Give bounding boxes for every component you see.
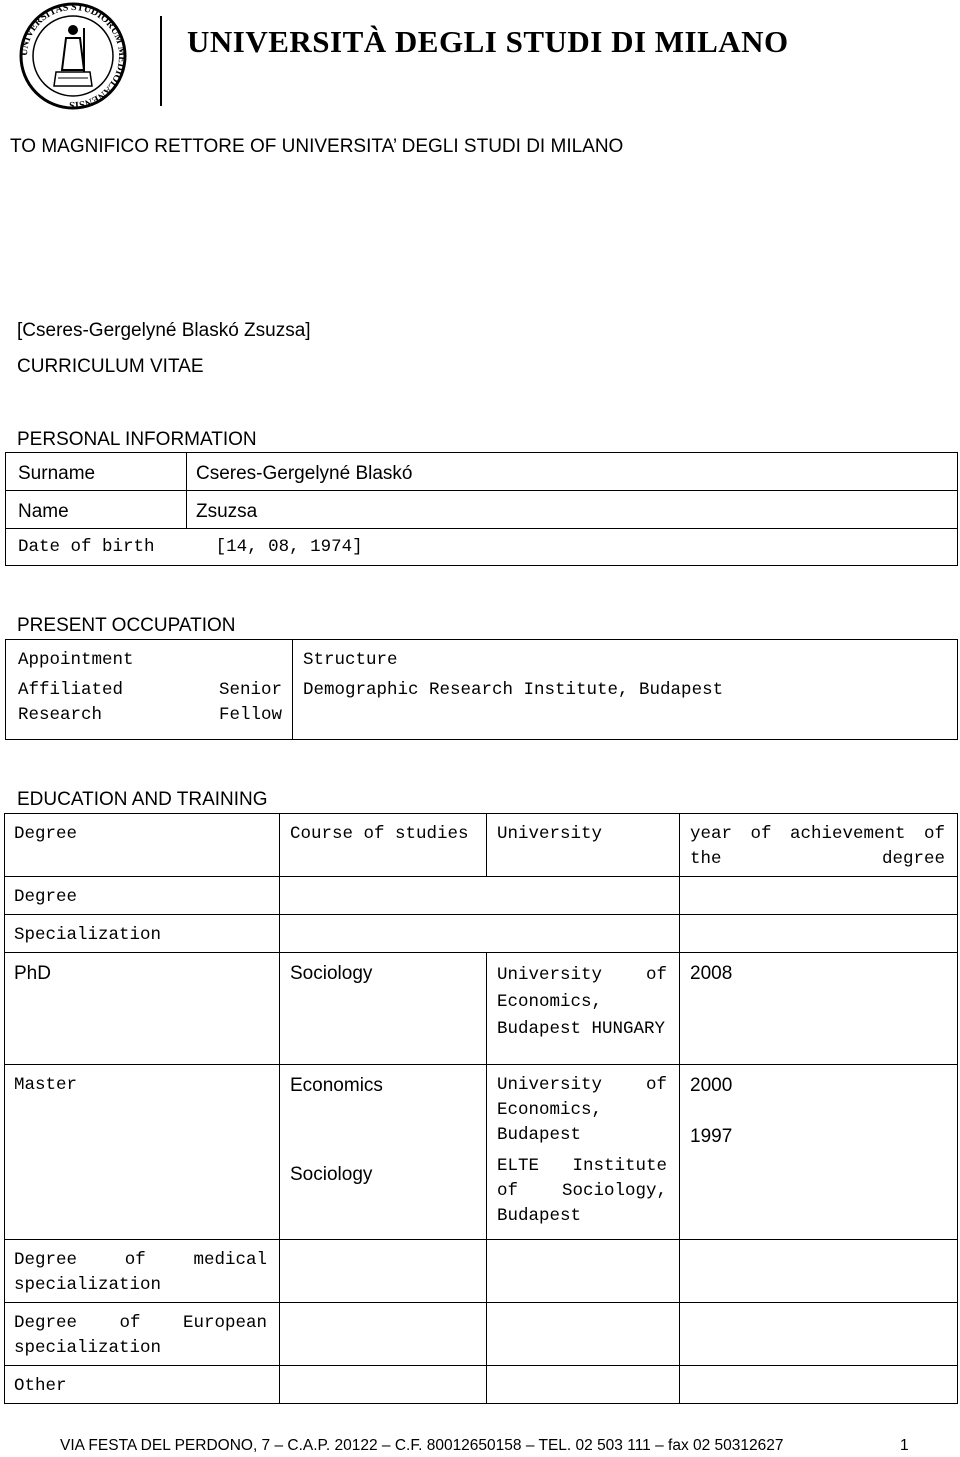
- structure-label: Structure: [303, 650, 398, 670]
- phd-degree: PhD: [14, 963, 51, 984]
- dob-label: Date of birth: [18, 537, 155, 557]
- university-seal-logo: [6, 0, 140, 112]
- personal-info-table: [5, 452, 958, 566]
- specialization-label: Specialization: [14, 925, 162, 945]
- appointment-label: Appointment: [18, 650, 134, 670]
- document-title: CURRICULUM VITAE: [17, 356, 204, 377]
- header-course: Course of studies: [290, 824, 469, 844]
- master-degree: Master: [14, 1075, 78, 1095]
- candidate-name: [Cseres-Gergelyné Blaskó Zsuzsa]: [17, 320, 311, 341]
- appointment-value: Affiliated Senior Research Fellow: [18, 679, 282, 725]
- master-university-2: ELTE Institute of Sociology, Budapest: [497, 1156, 667, 1226]
- dob-value: [14, 08, 1974]: [215, 537, 363, 557]
- medical-specialization-label: Degree of medical specialization: [14, 1250, 267, 1295]
- structure-value: Demographic Research Institute, Budapest: [303, 679, 724, 700]
- header-year: year of achievement of the degree: [690, 824, 945, 869]
- name-value: Zsuzsa: [196, 501, 258, 522]
- occupation-section-title: PRESENT OCCUPATION: [17, 615, 236, 636]
- university-name: UNIVERSITÀ DEGLI STUDI DI MILANO: [187, 24, 789, 59]
- degree-label: Degree: [14, 887, 78, 907]
- header-university: University: [497, 824, 603, 844]
- master-course-1: Economics: [290, 1075, 383, 1096]
- header-degree: Degree: [14, 824, 78, 844]
- european-specialization-label: Degree of European specialization: [14, 1313, 267, 1358]
- education-section-title: EDUCATION AND TRAINING: [17, 789, 268, 810]
- master-year-1: 2000: [690, 1075, 733, 1096]
- occupation-table: [5, 639, 958, 740]
- education-table: [4, 813, 958, 1404]
- footer-address: VIA FESTA DEL PERDONO, 7 – C.A.P. 20122 – C.F. 80012650158 – TEL. 02 503 111 – fax 02 50312627: [60, 1437, 784, 1454]
- svg-text:UNIVERSITAS STUDIORUM MEDIOLAN: [19, 2, 127, 110]
- dob-row: [6, 529, 957, 564]
- phd-university: University of Economics, Budapest HUNGARY: [497, 965, 667, 1039]
- phd-course: Sociology: [290, 963, 373, 984]
- addressee-line: TO MAGNIFICO RETTORE OF UNIVERSITA’ DEGLI STUDI DI MILANO: [10, 136, 624, 157]
- header-divider: [160, 16, 162, 106]
- personal-section-title: PERSONAL INFORMATION: [17, 429, 257, 450]
- master-university-1: University of Economics, Budapest: [497, 1075, 667, 1145]
- master-course-2: Sociology: [290, 1164, 373, 1185]
- page-number: 1: [900, 1437, 909, 1454]
- surname-label: Surname: [18, 463, 96, 484]
- seal-text: UNIVERSITAS STUDIORUM MEDIOLANENSIS: [18, 1, 128, 111]
- master-year-2: 1997: [690, 1126, 733, 1147]
- surname-value: Cseres-Gergelyné Blaskó: [196, 463, 413, 484]
- phd-year: 2008: [690, 963, 733, 984]
- name-label: Name: [18, 501, 69, 522]
- other-label: Other: [14, 1376, 67, 1396]
